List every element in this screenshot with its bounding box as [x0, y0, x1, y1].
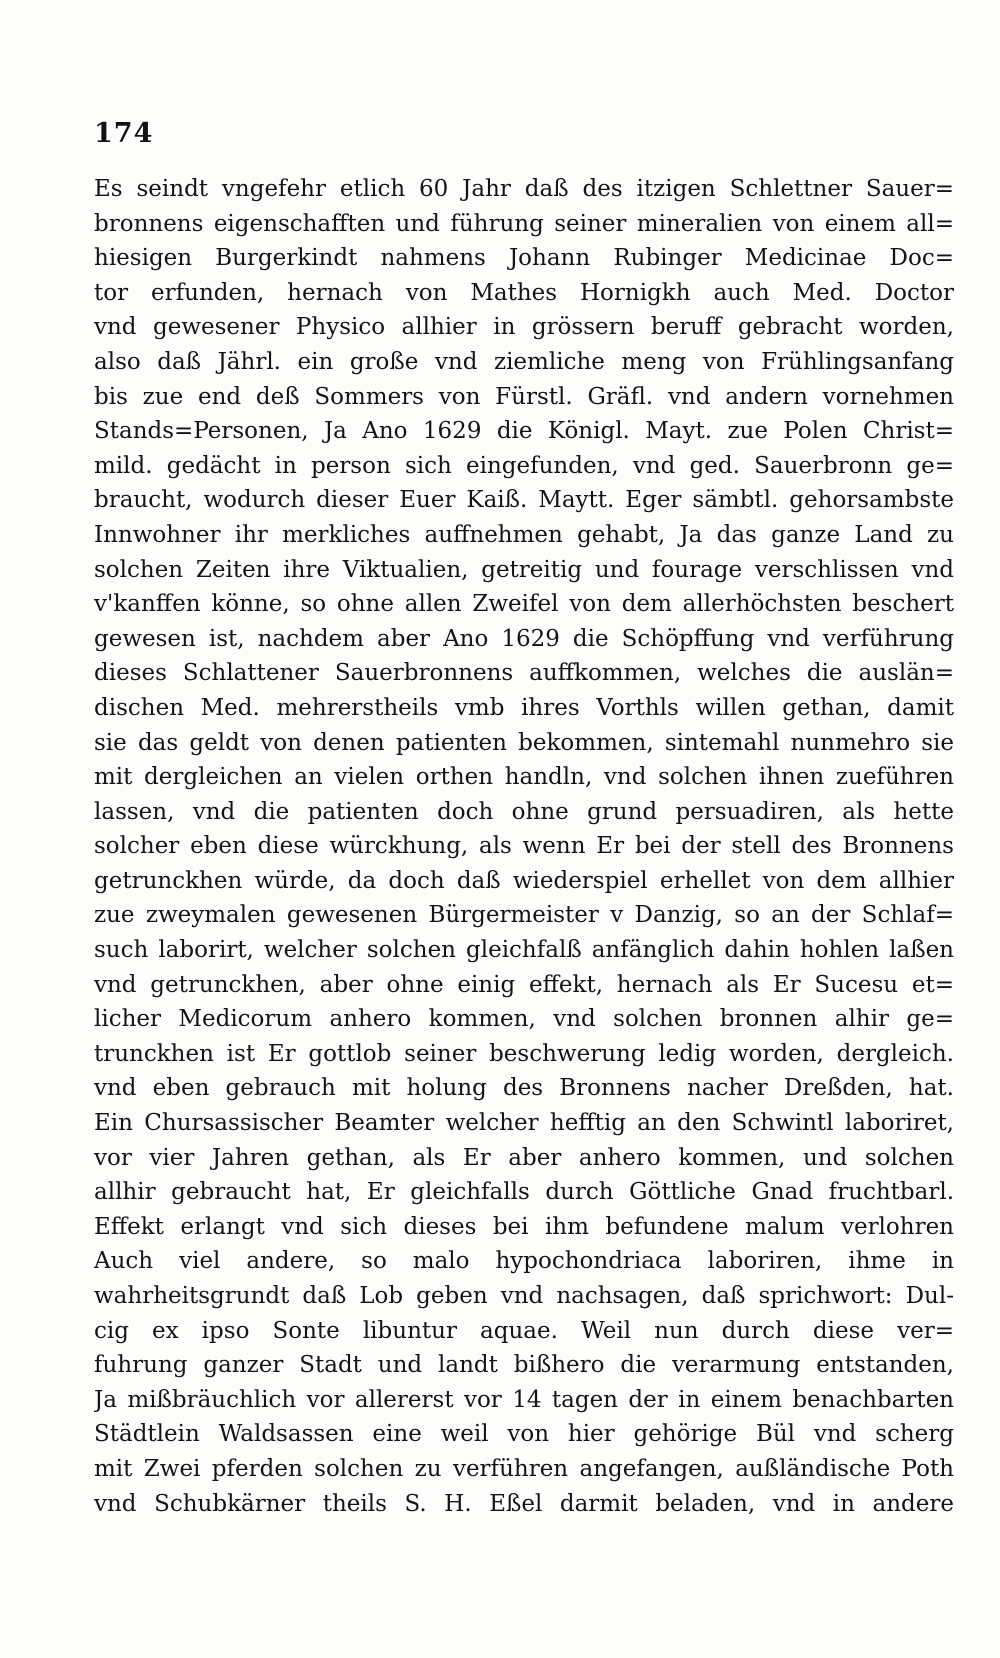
text-line: Stands=Personen, Ja Ano 1629 die Königl. Mayt. zue Polen Christ= [94, 418, 954, 445]
text-line: getrunckhen würde, da doch daß wiederspiel erhellet von dem allhier [94, 867, 954, 894]
text-line: bronnens eigenschafften und führung seiner mineralien von einem all= [94, 210, 954, 237]
text-line: cig ex ipso Sonte libuntur aquae. Weil nun durch diese ver= [94, 1317, 954, 1344]
text-line: dischen Med. mehrerstheils vmb ihres Vorthls willen gethan, damit [94, 694, 954, 721]
text-line: vor vier Jahren gethan, als Er aber anhero kommen, und solchen [94, 1144, 954, 1171]
text-line: solcher eben diese würckhung, als wenn Er bei der stell des Bronnens [94, 833, 954, 860]
text-line: braucht, wodurch dieser Euer Kaiß. Maytt. Eger sämbtl. gehorsambste [94, 487, 954, 514]
text-line: trunckhen ist Er gottlob seiner beschwerung ledig worden, dergleich. [94, 1040, 954, 1067]
text-line: gewesen ist, nachdem aber Ano 1629 die Schöpffung vnd verführung [94, 625, 954, 652]
text-line: zue zweymalen gewesenen Bürgermeister v Danzig, so an der Schlaf= [94, 902, 954, 929]
text-line: v'kanffen könne, so ohne allen Zweifel von dem allerhöchsten beschert [94, 591, 954, 618]
text-line: mild. gedächt in person sich eingefunden, vnd ged. Sauerbronn ge= [94, 452, 954, 479]
text-line: dieses Schlattener Sauerbronnens auffkommen, welches die auslän= [94, 660, 954, 687]
body-text [94, 172, 954, 1521]
text-line: allhir gebraucht hat, Er gleichfalls durch Göttliche Gnad fruchtbarl. [94, 1179, 954, 1206]
text-line: bis zue end deß Sommers von Fürstl. Gräfl. vnd andern vornehmen [94, 383, 954, 410]
text-line: fuhrung ganzer Stadt und landt bißhero die verarmung entstanden, [94, 1352, 954, 1379]
text-line: such laborirt, welcher solchen gleichfalß anfänglich dahin hohlen laßen [94, 937, 954, 964]
text-line: Innwohner ihr merkliches auffnehmen gehabt, Ja das ganze Land zu [94, 521, 954, 548]
text-line: hiesigen Burgerkindt nahmens Johann Rubinger Medicinae Doc= [94, 245, 954, 272]
text-line: vnd getrunckhen, aber ohne einig effekt, hernach als Er Sucesu et= [94, 971, 954, 998]
text-line: vnd gewesener Physico allhier in grössern beruff gebracht worden, [94, 314, 954, 341]
text-line: tor erfunden, hernach von Mathes Hornigkh auch Med. Doctor [94, 279, 954, 306]
text-line: Städtlein Waldsassen eine weil von hier gehörige Bül vnd scherg [94, 1421, 954, 1448]
text-line: Ja mißbräuchlich vor allererst vor 14 tagen der in einem benachbarten [94, 1386, 954, 1413]
text-line: mit Zwei pferden solchen zu verführen angefangen, außländische Poth [94, 1455, 954, 1482]
text-line: vnd Schubkärner theils S. H. Eßel darmit beladen, vnd in andere [94, 1490, 954, 1517]
text-line: solchen Zeiten ihre Viktualien, getreitig und fourage verschlissen vnd [94, 556, 954, 583]
page-number: 174 [94, 118, 154, 149]
text-line: vnd eben gebrauch mit holung des Bronnens nacher Dreßden, hat. [94, 1075, 954, 1102]
text-line: Ein Chursassischer Beamter welcher hefftig an den Schwintl laboriret, [94, 1110, 954, 1137]
text-line: also daß Jährl. ein große vnd ziemliche meng von Frühlingsanfang [94, 348, 954, 375]
text-line: licher Medicorum anhero kommen, vnd solchen bronnen alhir ge= [94, 1006, 954, 1033]
text-line: mit dergleichen an vielen orthen handln, vnd solchen ihnen zueführen [94, 764, 954, 791]
text-line: Effekt erlangt vnd sich dieses bei ihm befundene malum verlohren [94, 1213, 954, 1240]
text-line: sie das geldt von denen patienten bekommen, sintemahl nunmehro sie [94, 729, 954, 756]
text-line: Es seindt vngefehr etlich 60 Jahr daß des itzigen Schlettner Sauer= [94, 176, 954, 202]
text-line: lassen, vnd die patienten doch ohne grund persuadiren, als hette [94, 798, 954, 825]
text-line: wahrheitsgrundt daß Lob geben vnd nachsagen, daß sprichwort: Dul- [94, 1283, 954, 1309]
text-line: Auch viel andere, so malo hypochondriaca laboriren, ihme in [94, 1248, 954, 1275]
